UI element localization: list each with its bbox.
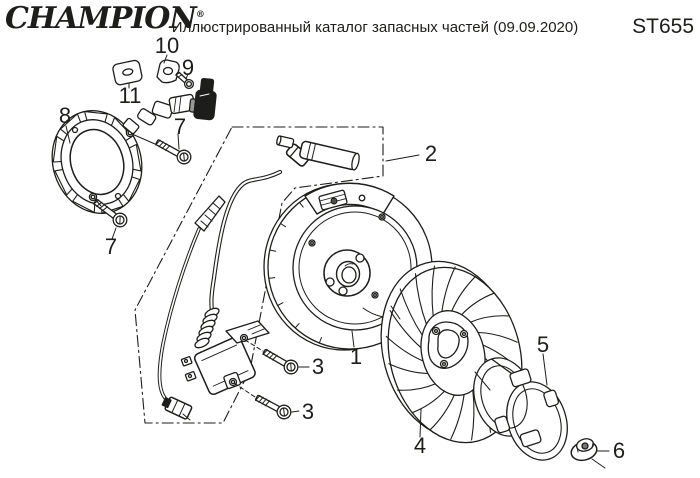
- part-label-starter-cup: 5: [536, 332, 550, 357]
- catalog-subtitle: Иллюстрированный каталог запасных частей (09.09.2020): [171, 19, 579, 36]
- part-label-stator-bolt-bottom: 7: [104, 234, 118, 259]
- model-code: ST655: [632, 15, 694, 38]
- part-label-flange-nut: 6: [612, 438, 626, 463]
- part-label-flywheel: 1: [349, 344, 363, 369]
- clamp: [157, 60, 179, 83]
- part-label-stator-bolt-right: 7: [173, 114, 187, 139]
- part-label-ignition-lead: 2: [424, 141, 438, 166]
- part-label-cooling-fan: 4: [413, 433, 427, 458]
- part-label-coil-bolt-lower: 3: [301, 399, 315, 424]
- flange-nut: [569, 437, 599, 463]
- coil-bolt-upper: [261, 346, 301, 377]
- wire-connector: [161, 395, 192, 420]
- brand-text: CHAMPION: [5, 1, 196, 36]
- part-label-coil-bolt-upper: 3: [311, 354, 325, 379]
- plate: [112, 60, 143, 86]
- part-label-clamp: 10: [154, 33, 180, 58]
- spark-plug-cap: [276, 136, 360, 171]
- part-label-plate: 11: [118, 83, 142, 108]
- ignition-coil: [181, 306, 269, 395]
- part-label-screw: 9: [181, 55, 195, 80]
- coil-bolt-lower: [253, 391, 293, 421]
- part-label-stator: 8: [58, 103, 72, 128]
- registered-mark: ®: [195, 10, 205, 20]
- stator-bolt-right: [154, 136, 194, 166]
